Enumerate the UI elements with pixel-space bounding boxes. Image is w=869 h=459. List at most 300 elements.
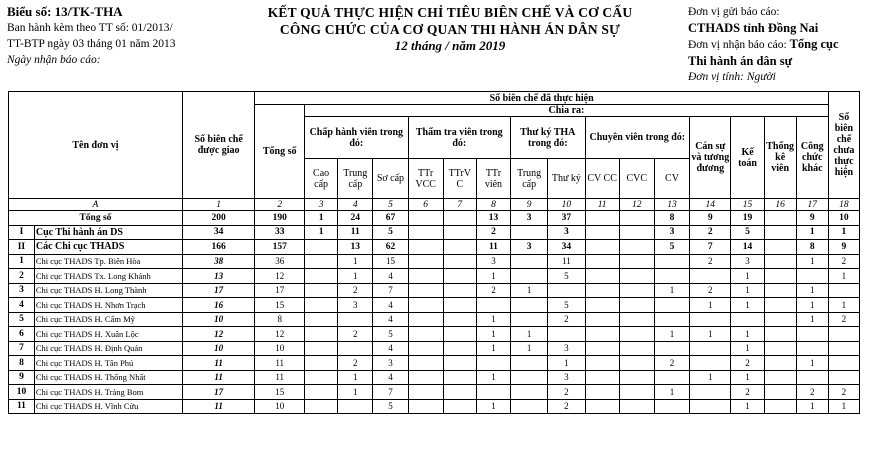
row-value	[764, 254, 796, 269]
row-value	[305, 356, 338, 371]
row-value: 12	[255, 269, 305, 284]
row-value: 11	[255, 370, 305, 385]
report-title-line-1: KẾT QUẢ THỰC HIỆN CHỈ TIÊU BIÊN CHẾ VÀ CƠ CẤU	[267, 5, 633, 20]
row-value: 14	[731, 240, 764, 255]
row-value	[408, 225, 443, 240]
row-value: 4	[373, 341, 408, 356]
row-value	[305, 298, 338, 313]
row-value	[585, 312, 619, 327]
index-cell: 17	[796, 199, 828, 211]
row-value	[511, 385, 548, 400]
row-value: 10	[182, 341, 254, 356]
row-value: 1	[476, 399, 510, 414]
row-value: 34	[548, 240, 585, 255]
row-name: Các Chi cục THADS	[34, 240, 182, 255]
row-value: 62	[373, 240, 408, 255]
row-value: 3	[338, 298, 373, 313]
row-value: 2	[338, 327, 373, 342]
row-value	[443, 269, 476, 284]
row-value	[511, 269, 548, 284]
row-value	[828, 370, 859, 385]
row-value	[408, 240, 443, 255]
row-value: 12	[182, 327, 254, 342]
row-value	[305, 327, 338, 342]
form-number: Biểu số: 13/TK-THA	[7, 4, 123, 19]
row-value	[619, 385, 654, 400]
row-value	[585, 385, 619, 400]
row-value: 13	[182, 269, 254, 284]
row-value: 1	[731, 283, 764, 298]
row-value	[764, 327, 796, 342]
row-value	[585, 240, 619, 255]
index-cell: 14	[690, 199, 731, 211]
index-cell: 10	[548, 199, 585, 211]
row-value: 3	[654, 225, 689, 240]
row-value: 10	[255, 399, 305, 414]
row-value: 7	[373, 283, 408, 298]
row-value	[443, 312, 476, 327]
row-value: 11	[255, 356, 305, 371]
row-value: 37	[548, 211, 585, 226]
col-staff-header: Cán sự và tương đương	[690, 117, 731, 199]
row-value: 1	[796, 298, 828, 313]
index-cell: 7	[443, 199, 476, 211]
row-value	[619, 341, 654, 356]
row-value: 33	[255, 225, 305, 240]
row-value	[511, 399, 548, 414]
receiver-label: Đơn vị nhận báo cáo:	[688, 39, 787, 51]
row-value: 7	[690, 240, 731, 255]
row-value	[619, 269, 654, 284]
row-value: 5	[731, 225, 764, 240]
row-value: 9	[796, 211, 828, 226]
row-value	[305, 370, 338, 385]
row-value	[443, 283, 476, 298]
row-value	[408, 254, 443, 269]
row-value	[828, 341, 859, 356]
row-value	[764, 385, 796, 400]
row-value: 2	[828, 385, 859, 400]
row-value	[585, 341, 619, 356]
row-value	[690, 312, 731, 327]
table-row	[9, 254, 860, 269]
row-value: 1	[731, 370, 764, 385]
row-value	[305, 312, 338, 327]
row-name: Chi cục THADS H. Định Quán	[34, 341, 182, 356]
row-value: 2	[731, 356, 764, 371]
row-value	[511, 225, 548, 240]
row-value	[764, 312, 796, 327]
index-cell: 6	[408, 199, 443, 211]
col-other-header: Công chức khác	[796, 117, 828, 199]
row-value: 166	[182, 240, 254, 255]
row-value: 1	[731, 341, 764, 356]
header-right	[688, 4, 868, 85]
index-cell: 4	[338, 199, 373, 211]
row-value	[585, 211, 619, 226]
row-value: 1	[338, 385, 373, 400]
table-row	[9, 370, 860, 385]
row-value: 1	[796, 312, 828, 327]
group-specialist-header: Chuyên viên trong đó:	[585, 117, 690, 159]
row-value: 3	[731, 254, 764, 269]
row-value: 2	[548, 399, 585, 414]
index-cell: 8	[476, 199, 510, 211]
row-name: Tổng số	[9, 211, 183, 226]
row-value	[654, 269, 689, 284]
row-number: II	[9, 240, 35, 255]
row-value: 19	[731, 211, 764, 226]
header-left	[7, 4, 247, 68]
row-value: 3	[511, 211, 548, 226]
row-value	[476, 385, 510, 400]
index-cell: 18	[828, 199, 859, 211]
row-value	[511, 254, 548, 269]
sub-cv-header: CV	[654, 159, 689, 199]
row-name: Chi cục THADS H. Tân Phú	[34, 356, 182, 371]
row-value: 4	[373, 370, 408, 385]
row-value: 2	[476, 225, 510, 240]
table-row	[9, 240, 860, 255]
row-value: 1	[731, 327, 764, 342]
row-value	[619, 327, 654, 342]
row-value: 1	[511, 341, 548, 356]
row-value	[690, 356, 731, 371]
row-value	[796, 327, 828, 342]
col-total-header: Tổng số	[255, 105, 305, 199]
row-number: 4	[9, 298, 35, 313]
row-value: 2	[338, 283, 373, 298]
row-value	[654, 298, 689, 313]
row-value: 7	[373, 385, 408, 400]
sub-low-header: Sơ cấp	[373, 159, 408, 199]
row-value	[619, 356, 654, 371]
table-row	[9, 356, 860, 371]
issued-line-1: Ban hành kèm theo TT số: 01/2013/	[7, 22, 173, 34]
table-row	[9, 385, 860, 400]
row-value	[619, 240, 654, 255]
row-value	[305, 399, 338, 414]
row-value: 24	[338, 211, 373, 226]
receiver-name-rest: Thi hành án dân sự	[688, 54, 793, 68]
row-value: 11	[476, 240, 510, 255]
index-cell: 5	[373, 199, 408, 211]
row-value	[654, 312, 689, 327]
row-value: 1	[476, 341, 510, 356]
row-value	[731, 312, 764, 327]
row-value	[796, 370, 828, 385]
row-value: 15	[255, 298, 305, 313]
row-value	[443, 370, 476, 385]
row-value	[764, 211, 796, 226]
row-value: 200	[182, 211, 254, 226]
row-value: 3	[548, 341, 585, 356]
index-cell: A	[9, 199, 183, 211]
sub-ttrvcc-header: TTr VCC	[408, 159, 443, 199]
row-value: 5	[548, 269, 585, 284]
report-title-line-2: CÔNG CHỨC CỦA CƠ QUAN THI HÀNH ÁN DÂN SỰ	[279, 22, 621, 37]
row-value: 1	[338, 254, 373, 269]
row-number: 6	[9, 327, 35, 342]
row-value	[796, 341, 828, 356]
row-value: 1	[511, 327, 548, 342]
row-value: 1	[731, 298, 764, 313]
row-value	[443, 254, 476, 269]
row-value: 11	[182, 370, 254, 385]
table-row	[9, 225, 860, 240]
row-value: 4	[373, 312, 408, 327]
row-value: 1	[654, 327, 689, 342]
unit-label: Đơn vị tính: Người	[688, 71, 776, 83]
row-value	[476, 356, 510, 371]
row-value: 1	[796, 356, 828, 371]
row-value	[619, 211, 654, 226]
row-value: 1	[828, 399, 859, 414]
row-value: 1	[796, 399, 828, 414]
row-value	[443, 211, 476, 226]
row-value	[443, 240, 476, 255]
row-value: 2	[548, 385, 585, 400]
row-value: 1	[828, 298, 859, 313]
sub-high-header: Cao cấp	[305, 159, 338, 199]
row-value: 4	[373, 298, 408, 313]
row-name: Chi cục THADS H. Vĩnh Cửu	[34, 399, 182, 414]
row-value: 1	[511, 283, 548, 298]
row-value: 1	[654, 283, 689, 298]
col-unit-header: Tên đơn vị	[9, 92, 183, 199]
row-number: 9	[9, 370, 35, 385]
row-value	[511, 370, 548, 385]
row-name: Chi cục THADS H. Nhơn Trạch	[34, 298, 182, 313]
row-value: 1	[338, 269, 373, 284]
row-value: 1	[476, 327, 510, 342]
row-value	[619, 298, 654, 313]
row-value	[764, 283, 796, 298]
row-value: 157	[255, 240, 305, 255]
table-row	[9, 341, 860, 356]
row-value: 1	[305, 225, 338, 240]
row-value	[408, 385, 443, 400]
header-center	[230, 4, 670, 54]
row-value	[828, 327, 859, 342]
row-value: 1	[338, 370, 373, 385]
row-value	[305, 240, 338, 255]
receiver-name-first: Tổng cục	[789, 37, 839, 51]
row-value	[619, 225, 654, 240]
row-number: 8	[9, 356, 35, 371]
row-value: 13	[476, 211, 510, 226]
row-value	[585, 254, 619, 269]
row-value	[408, 370, 443, 385]
row-value	[443, 298, 476, 313]
row-value: 1	[731, 269, 764, 284]
row-value	[796, 269, 828, 284]
row-name: Chi cục THADS Tx. Long Khánh	[34, 269, 182, 284]
row-value	[585, 356, 619, 371]
row-value	[408, 312, 443, 327]
sub-mid-header: Trung cấp	[338, 159, 373, 199]
row-number: 3	[9, 283, 35, 298]
row-value: 1	[654, 385, 689, 400]
row-value: 1	[796, 254, 828, 269]
index-cell: 15	[731, 199, 764, 211]
row-value: 1	[476, 370, 510, 385]
sub-ttrv-header: TTr viên	[476, 159, 510, 199]
row-value	[511, 298, 548, 313]
table-row	[9, 269, 860, 284]
row-value	[476, 298, 510, 313]
row-value: 1	[796, 225, 828, 240]
row-value: 11	[338, 225, 373, 240]
row-value	[654, 254, 689, 269]
col-accountant-header: Kế toán	[731, 117, 764, 199]
row-value: 1	[828, 225, 859, 240]
row-value: 2	[690, 283, 731, 298]
sender-name: CTHADS tỉnh Đồng Nai	[688, 21, 819, 35]
row-value	[338, 312, 373, 327]
row-value: 3	[373, 356, 408, 371]
row-name: Chi cục THADS H. Trảng Bom	[34, 385, 182, 400]
row-value: 34	[182, 225, 254, 240]
row-value: 10	[182, 312, 254, 327]
row-value	[305, 283, 338, 298]
row-value	[408, 298, 443, 313]
row-value: 2	[690, 254, 731, 269]
row-value: 2	[690, 225, 731, 240]
row-value	[511, 356, 548, 371]
row-value: 9	[690, 211, 731, 226]
row-value	[764, 298, 796, 313]
row-number: 5	[9, 312, 35, 327]
row-value	[408, 399, 443, 414]
group-clerk-header: Thư ký THA trong đó:	[511, 117, 586, 159]
row-value: 11	[182, 399, 254, 414]
col-unfilled-header: Số biên chế chưa thực hiện	[828, 92, 859, 199]
row-value: 9	[828, 240, 859, 255]
row-number: I	[9, 225, 35, 240]
row-name: Chi cục THADS Tp. Biên Hòa	[34, 254, 182, 269]
row-value	[619, 312, 654, 327]
row-value	[690, 269, 731, 284]
row-value	[690, 385, 731, 400]
row-value: 5	[373, 327, 408, 342]
row-value	[305, 385, 338, 400]
row-value: 8	[654, 211, 689, 226]
row-value	[619, 370, 654, 385]
row-value: 2	[828, 254, 859, 269]
report-period: 12 tháng / năm 2019	[394, 38, 506, 53]
row-value: 10	[255, 341, 305, 356]
row-value: 1	[731, 399, 764, 414]
row-value: 11	[182, 356, 254, 371]
index-row	[9, 199, 860, 211]
row-name: Chi cục THADS H. Xuân Lộc	[34, 327, 182, 342]
group-done-header: Số biên chế đã thực hiện	[255, 92, 828, 105]
table-row	[9, 327, 860, 342]
sub-clerk-header: Thư ký	[548, 159, 585, 199]
sub-cvc-header: CVC	[619, 159, 654, 199]
row-value: 4	[373, 269, 408, 284]
row-number: 2	[9, 269, 35, 284]
row-value	[585, 269, 619, 284]
row-number: 7	[9, 341, 35, 356]
row-value	[764, 225, 796, 240]
row-value	[690, 399, 731, 414]
index-cell: 2	[255, 199, 305, 211]
row-value: 5	[654, 240, 689, 255]
row-value: 17	[182, 385, 254, 400]
row-value	[654, 399, 689, 414]
row-name: Chi cục THADS H. Long Thành	[34, 283, 182, 298]
table-row	[9, 211, 860, 226]
row-value	[443, 341, 476, 356]
row-value	[764, 399, 796, 414]
sub-clerk-mid-header: Trung cấp	[511, 159, 548, 199]
row-value	[585, 370, 619, 385]
row-value: 36	[255, 254, 305, 269]
col-stats-header: Thống kê viên	[764, 117, 796, 199]
row-value: 5	[373, 225, 408, 240]
row-value: 13	[338, 240, 373, 255]
row-value	[585, 283, 619, 298]
row-value	[338, 399, 373, 414]
issued-line-2: TT-BTP ngày 03 tháng 01 năm 2013	[7, 38, 176, 50]
row-value	[585, 327, 619, 342]
row-value: 8	[796, 240, 828, 255]
row-value	[305, 269, 338, 284]
row-value: 17	[255, 283, 305, 298]
row-value	[764, 370, 796, 385]
row-value: 1	[690, 327, 731, 342]
row-value	[511, 312, 548, 327]
row-value	[585, 225, 619, 240]
row-value	[408, 327, 443, 342]
row-value: 1	[690, 298, 731, 313]
row-value	[585, 399, 619, 414]
index-cell: 9	[511, 199, 548, 211]
row-value: 16	[182, 298, 254, 313]
row-value: 1	[476, 312, 510, 327]
row-value: 38	[182, 254, 254, 269]
row-value	[690, 341, 731, 356]
index-cell: 3	[305, 199, 338, 211]
row-value	[764, 240, 796, 255]
row-value: 3	[548, 370, 585, 385]
sub-ttrvc-header: TTrV C	[443, 159, 476, 199]
group-breakdown-header: Chia ra:	[305, 105, 829, 117]
row-value	[619, 399, 654, 414]
row-value: 12	[255, 327, 305, 342]
row-value: 2	[548, 312, 585, 327]
row-value: 2	[731, 385, 764, 400]
row-value	[338, 341, 373, 356]
row-value	[654, 370, 689, 385]
row-value	[408, 341, 443, 356]
row-value: 67	[373, 211, 408, 226]
row-value	[443, 356, 476, 371]
row-value	[619, 283, 654, 298]
row-value: 1	[828, 269, 859, 284]
row-value: 1	[796, 283, 828, 298]
table-row	[9, 312, 860, 327]
row-value	[408, 211, 443, 226]
staffing-table	[8, 91, 860, 414]
col-assigned-header: Số biên chế được giao	[182, 92, 254, 199]
index-cell: 11	[585, 199, 619, 211]
row-value: 3	[511, 240, 548, 255]
row-value	[408, 356, 443, 371]
row-value	[764, 269, 796, 284]
